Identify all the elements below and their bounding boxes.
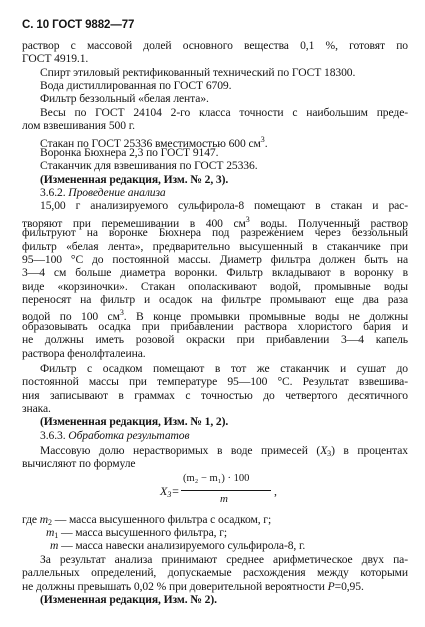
- text-line: раствор с массовой долей основного вещества 0,1 %, готовят по: [22, 39, 408, 52]
- text-line: вычисляют по формуле: [22, 457, 136, 471]
- page-header: С. 10 ГОСТ 9882—77: [22, 19, 135, 31]
- text-line: Весы по ГОСТ 24104 2-го класса точности с наибольшим преде-: [40, 105, 408, 119]
- text-line: ния записывают в граммах с точностью до четвертого десятичного: [22, 388, 408, 402]
- section-heading: 3.6.3. Обработка результатов: [40, 428, 190, 442]
- text-line: фильтруют на воронке Бюхнера под разрежением через беззольный: [22, 226, 408, 240]
- text-line: не должны иметь розовой окраски при прибавлении 3—4 капель: [22, 333, 408, 347]
- formula-denominator: m: [220, 492, 228, 505]
- text-line: лом взвешивания 500 г.: [22, 119, 135, 133]
- text-line: фильтр «белая лента», предварительно высушенный в стаканчике при: [22, 239, 408, 253]
- text-line: виде «корзиночки». Стакан ополаскивают водой, промывные воды: [22, 279, 408, 293]
- text-line: За результат анализа принимают среднее арифметическое двух па-: [40, 552, 408, 566]
- formula: [160, 473, 280, 513]
- text-line: раствора фенолфталеина.: [22, 346, 146, 360]
- text-line: Стаканчик для взвешивания по ГОСТ 25336.: [40, 159, 258, 173]
- text-line: Воронка Бюхнера 2,3 по ГОСТ 9147.: [40, 145, 219, 159]
- text-line: 95—100 °С до постоянной массы. Диаметр фильтра должен быть на: [22, 252, 408, 266]
- text-line: водой по 100 $см^3$. В конце промывки промывные воды не должны: [22, 308, 409, 324]
- text-line: Фильтр беззольный «белая лента».: [40, 92, 209, 106]
- amendment-note: (Измененная редакция, Изм. № 1, 2).: [40, 415, 229, 429]
- section-heading: 3.6.2. Проведение анализа: [40, 186, 166, 200]
- text-line: не должны превышать 0,02 % при доверительной вероятности Р=0,95.: [22, 579, 364, 593]
- text-line: знака.: [22, 401, 51, 415]
- text-line: творяют при перемешивании в 400 $см^3$ воды. Полученный раствор: [22, 214, 408, 230]
- text-line: постоянной массы при температуре 95—100 °С. Результат взвешива-: [22, 375, 408, 389]
- definition-line: m — масса навески анализируемого сульфирола-8, г.: [50, 539, 306, 553]
- text-line: Вода дистиллированная по ГОСТ 6709.: [40, 79, 232, 93]
- amendment-note: (Измененная редакция, Изм. № 2, 3).: [40, 172, 229, 186]
- text-line: 3—4 см больше диаметра воронки. Фильтр вкладывают в воронку в: [22, 266, 408, 280]
- text-line: образовывать осадка при прибавлении раствора хлористого бария и: [22, 319, 408, 333]
- formula-numerator: (m₂ − m₁) · 100: [183, 472, 250, 484]
- text-line: Массовую долю нерастворимых в воде примесей $(X_3)$ в процентах: [40, 443, 408, 458]
- formula-lhs: $X_3=$: [160, 483, 180, 499]
- text-line: ГОСТ 4919.1.: [22, 52, 89, 66]
- text-line: переносят на фильтр и осадок на фильтре промывают еще два раза: [22, 293, 408, 307]
- text-line: Стакан по ГОСТ 25336 вместимостью 600 $см^3$.: [40, 134, 268, 150]
- definition-line: $m_1$ — масса высушенного фильтра, г;: [46, 526, 228, 541]
- text-line: раллельных определений, допускаемые расхождения между которыми: [22, 566, 408, 580]
- text-line: Спирт этиловый ректификованный технический по ГОСТ 18300.: [40, 65, 356, 79]
- formula-comma: ,: [274, 483, 277, 498]
- text-line: 15,00 г анализируемого сульфирола-8 помещают в стакан и рас-: [40, 199, 408, 213]
- text-line: Фильтр с осадком помещают в тот же стаканчик и сушат до: [40, 361, 408, 375]
- definition-line: где $m_2$ — масса высушенного фильтра с осадком, г;: [22, 512, 272, 527]
- amendment-note-end: (Измененная редакция, Изм. № 2).: [40, 592, 217, 606]
- fraction-bar: [181, 490, 271, 491]
